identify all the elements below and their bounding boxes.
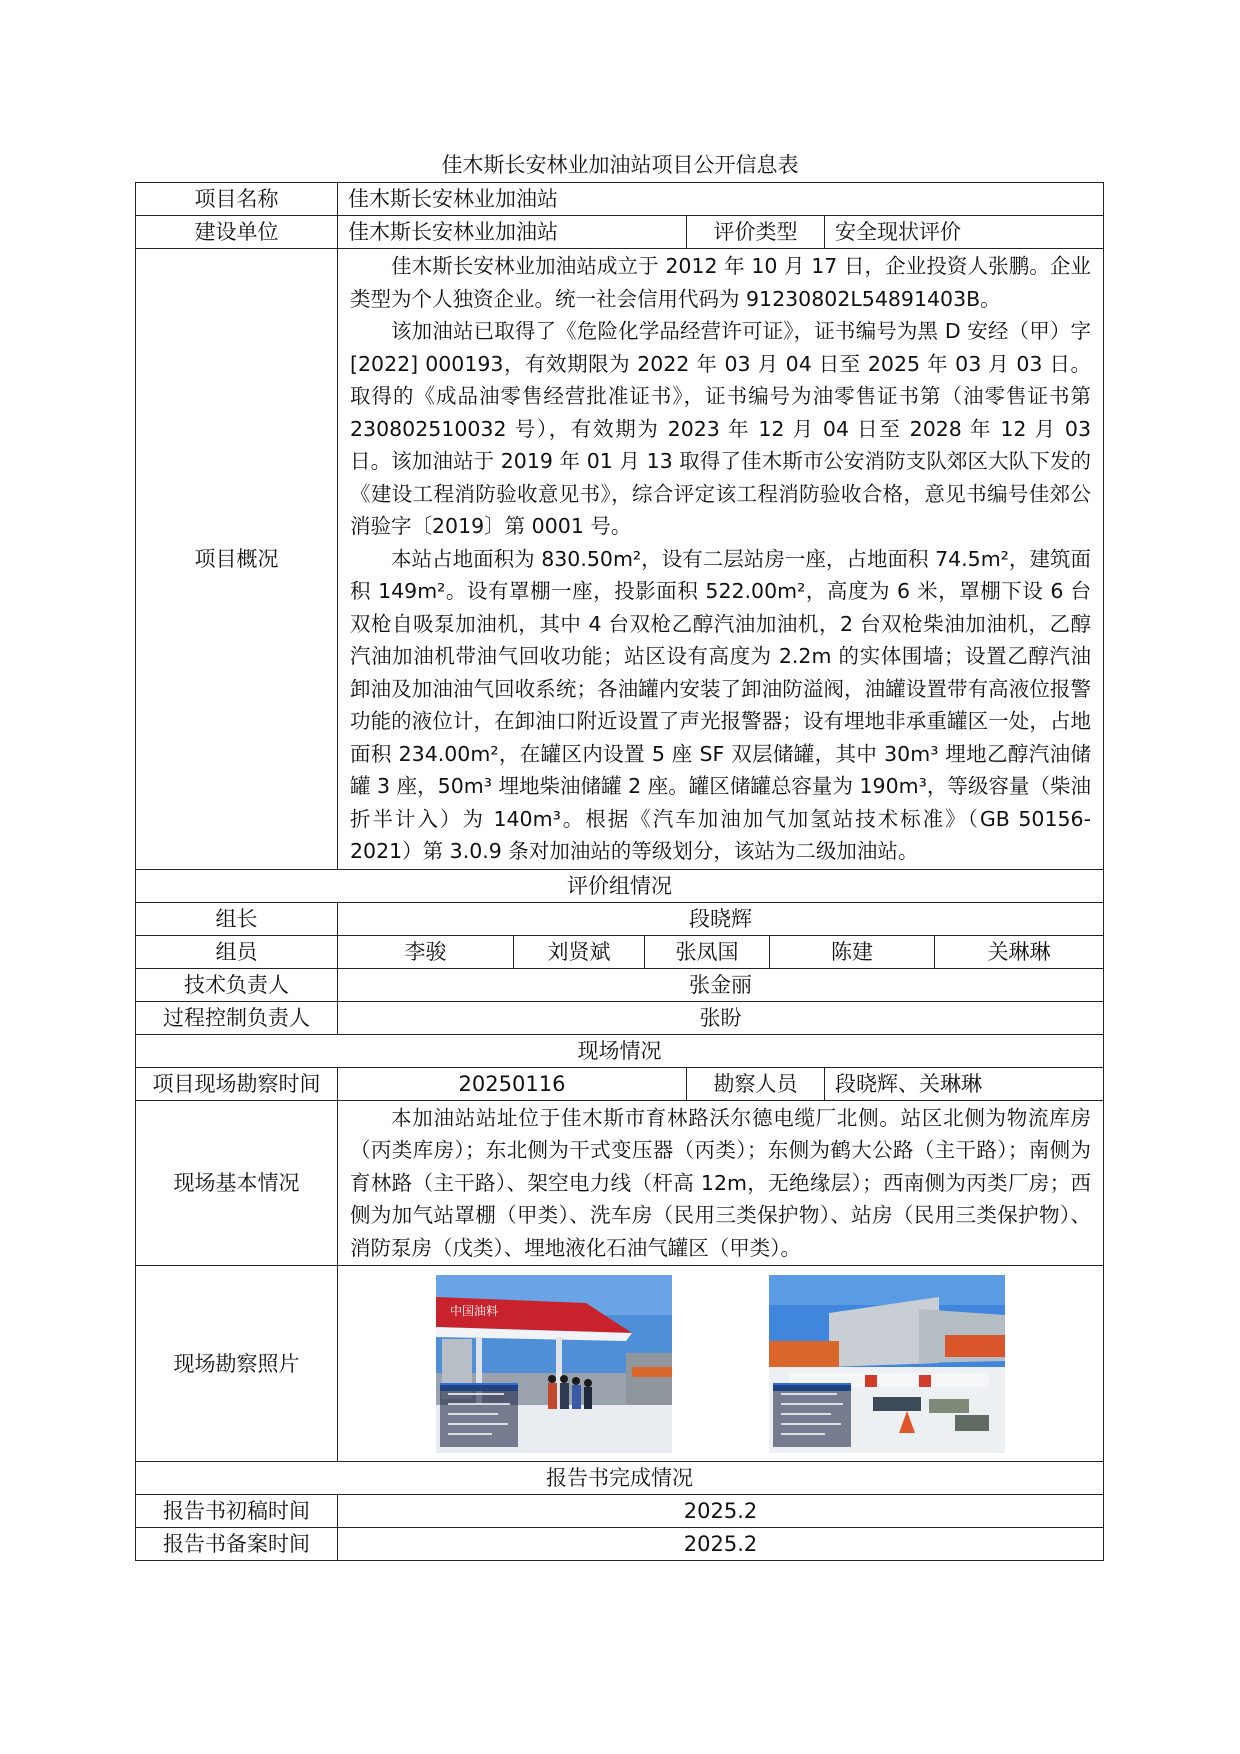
build-unit-label: 建设单位 <box>136 216 338 249</box>
tech-label: 技术负责人 <box>136 968 338 1001</box>
overview-paragraph: 本站占地面积为 830.50m²，设有二层站房一座，占地面积 74.5m²，建筑面积 149m²。设有罩棚一座，投影面积 522.00m²，高度为 6 米，罩棚下设 6 台双枪自吸泵加油机，其中 4 台双枪乙醇汽油加油机，2 台双枪柴油加油机，乙醇汽油加油机带油气回收功能；站区设有高度为 2.2m 的实体围墙；设置乙醇汽油卸油及加油油气回收系统；各油罐内安装了卸油防溢阀，油罐设置带有高液位报警功能的液位计，在卸油口附近设置了声光报警器；设有埋地非承重罐区一处，占地面积 234.00m²，在罐区内设置 5 座 SF 双层储罐，其中 30m³ 埋地乙醇汽油储罐 3 座，50m³ 埋地柴油储罐 2 座。罐区储罐总容量为 190m³，等级容量（柴油折半计入）为 140m³。根据《汽车加油加气加氢站技术标准》（GB 50156-2021）第 3.0.9 条对加油站的等级划分，该站为二级加油站。 <box>350 546 1091 863</box>
filing-value: 2025.2 <box>338 1528 1104 1561</box>
report-section-title: 报告书完成情况 <box>136 1462 1104 1495</box>
member-name: 关琳琳 <box>935 935 1104 968</box>
row-team-section <box>136 869 1104 902</box>
info-table <box>135 182 1104 1561</box>
row-draft <box>136 1495 1104 1528</box>
eval-type-value: 安全现状评价 <box>825 216 1104 249</box>
process-value: 张盼 <box>338 1001 1104 1034</box>
overview-paragraph: 佳木斯长安林业加油站成立于 2012 年 10 月 17 日，企业投资人张鹏。企业类型为个人独资企业。统一社会信用代码为 91230802L54891403B。 <box>350 254 1091 311</box>
surveyors-value: 段晓辉、关琳琳 <box>825 1067 1104 1100</box>
survey-time-label: 项目现场勘察时间 <box>136 1067 338 1100</box>
row-project-name <box>136 183 1104 216</box>
build-unit-value: 佳木斯长安林业加油站 <box>338 216 687 249</box>
row-site-section <box>136 1034 1104 1067</box>
row-filing <box>136 1528 1104 1561</box>
photo-watermark <box>440 1385 518 1447</box>
member-name: 刘贤斌 <box>514 935 645 968</box>
project-name-label: 项目名称 <box>136 183 338 216</box>
leader-label: 组长 <box>136 902 338 935</box>
team-section-title: 评价组情况 <box>136 869 1104 902</box>
member-name: 张凤国 <box>645 935 770 968</box>
site-photo-canopy <box>436 1275 672 1453</box>
row-photos <box>136 1266 1104 1462</box>
filing-label: 报告书备案时间 <box>136 1528 338 1561</box>
row-build-unit <box>136 216 1104 249</box>
process-label: 过程控制负责人 <box>136 1001 338 1034</box>
row-survey-time <box>136 1067 1104 1100</box>
row-process <box>136 1001 1104 1034</box>
overview-paragraph: 该加油站已取得了《危险化学品经营许可证》，证书编号为黑 D 安经（甲）字[2022] 000193，有效期限为 2022 年 03 月 04 日至 2025 年 03 月 03 日。取得的《成品油零售经营批准证书》，证书编号为油零售证书第（油零售证书第 230802510032 号），有效期为 2023 年 12 月 04 日至 2028 年 12 月 03 日。该加油站于 2019 年 01 月 13 取得了佳木斯市公安消防支队郊区大队下发的《建设工程消防验收意见书》，综合评定该工程消防验收合格，意见书编号佳郊公消验字〔2019〕第 0001 号。 <box>350 319 1091 538</box>
leader-value: 段晓辉 <box>338 902 1104 935</box>
site-basic-text: 本加油站站址位于佳木斯市育林路沃尔德电缆厂北侧。站区北侧为物流库房（丙类库房）；东北侧为干式变压器（丙类）；东侧为鹤大公路（主干路）；南侧为育林路（主干路）、架空电力线（杆高 12m，无绝缘层）；西南侧为丙类厂房；西侧为加气站罩棚（甲类）、洗车房（民用三类保护物）、站房（民用三类保护物）、消防泵房（戊类）、埋地液化石油气罐区（甲类）。 <box>350 1105 1091 1260</box>
site-basic-label: 现场基本情况 <box>136 1100 338 1266</box>
site-section-title: 现场情况 <box>136 1034 1104 1067</box>
site-basic-content <box>338 1100 1104 1266</box>
photo-watermark <box>773 1385 851 1447</box>
row-leader <box>136 902 1104 935</box>
tech-value: 张金丽 <box>338 968 1104 1001</box>
row-overview <box>136 249 1104 870</box>
surveyors-label: 勘察人员 <box>687 1067 825 1100</box>
row-site-basic <box>136 1100 1104 1266</box>
member-name: 陈建 <box>770 935 935 968</box>
row-report-section <box>136 1462 1104 1495</box>
eval-type-label: 评价类型 <box>687 216 825 249</box>
page-title: 佳木斯长安林业加油站项目公开信息表 <box>441 153 799 177</box>
overview-content <box>338 249 1104 870</box>
draft-label: 报告书初稿时间 <box>136 1495 338 1528</box>
draft-value: 2025.2 <box>338 1495 1104 1528</box>
survey-time-value: 20250116 <box>338 1067 687 1100</box>
row-members <box>136 935 1104 968</box>
project-name-value: 佳木斯长安林业加油站 <box>338 183 1104 216</box>
member-name: 李骏 <box>338 935 514 968</box>
canopy-sign-text: 中国油料 <box>450 1303 499 1318</box>
members-label: 组员 <box>136 935 338 968</box>
photos-label: 现场勘察照片 <box>136 1266 338 1462</box>
overview-label: 项目概况 <box>136 249 338 870</box>
photos-cell <box>338 1266 1104 1462</box>
row-tech <box>136 968 1104 1001</box>
site-photo-tank-area <box>769 1275 1005 1453</box>
